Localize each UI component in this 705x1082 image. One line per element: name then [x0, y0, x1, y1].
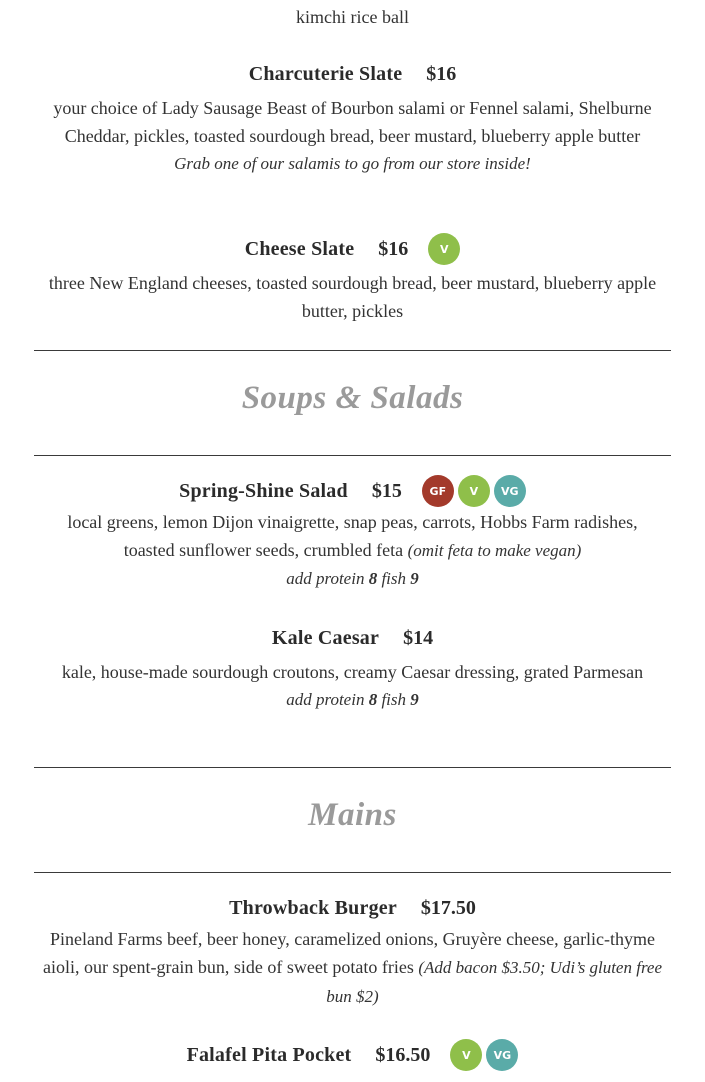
description-text: Pineland Farms beef, beer honey, caramelized onions, Gruyère cheese, garlic-thyme aioli, our spent-grain bun, side of sweet potato fries: [42, 929, 656, 977]
menu-item-header: [40, 621, 665, 655]
vegetarian-badge-icon: V: [428, 233, 460, 265]
protein-price: 8: [368, 569, 378, 588]
menu-item-description: [40, 925, 665, 1011]
add-protein-label: add protein: [286, 690, 365, 709]
diet-badges: [450, 1039, 518, 1071]
gluten-free-badge-icon: GF: [422, 475, 454, 507]
vegan-badge-icon: VG: [486, 1039, 518, 1071]
fish-label: fish: [381, 569, 407, 588]
section-divider: [34, 350, 671, 351]
menu-item-price: $15: [371, 479, 402, 502]
protein-price: 8: [368, 690, 378, 709]
menu-item-description: three New England cheeses, toasted sourdough bread, beer mustard, blueberry apple butter, pickles: [48, 273, 657, 321]
menu-item-price: $14: [403, 626, 434, 649]
menu-item-name: Cheese Slate: [244, 237, 355, 260]
menu-item-spring-shine-salad: [40, 474, 665, 593]
description-note: (Add bacon $3.50; Udi’s gluten free bun $2): [326, 958, 663, 1006]
fish-price: 9: [410, 690, 419, 709]
menu-item-note: Grab one of our salamis to go from our store inside!: [174, 154, 531, 173]
vegetarian-badge-icon: V: [458, 475, 490, 507]
menu-item-price: $16: [426, 62, 457, 85]
vegetarian-badge-icon: V: [450, 1039, 482, 1071]
description-note: (omit feta to make vegan): [407, 541, 582, 560]
menu-item-header: [40, 474, 665, 508]
menu-item-charcuterie-slate: [40, 57, 665, 178]
menu-item-header: [40, 1038, 665, 1072]
description-text: local greens, lemon Dijon vinaigrette, snap peas, carrots, Hobbs Farm radishes, toasted sunflower seeds, crumbled feta: [67, 512, 638, 560]
menu-item-name: Throwback Burger: [229, 896, 397, 919]
add-protein-line: [40, 686, 665, 714]
menu-item-description: [40, 508, 665, 565]
menu-item-throwback-burger: [40, 891, 665, 1011]
section-divider: [34, 455, 671, 456]
add-protein-label: add protein: [286, 569, 365, 588]
menu-item-name: Kale Caesar: [271, 626, 380, 649]
section-title-mains: Mains: [308, 797, 397, 833]
menu-item-price: $16.50: [375, 1043, 431, 1066]
section-divider: [34, 872, 671, 873]
diet-badges: [428, 233, 460, 265]
menu-item-cheese-slate: [40, 232, 665, 325]
menu-item-price: $16: [378, 237, 409, 260]
menu-item-name: Falafel Pita Pocket: [186, 1043, 352, 1066]
menu-item-header: [40, 891, 665, 925]
menu-item-header: [40, 57, 665, 91]
vegan-badge-icon: VG: [494, 475, 526, 507]
section-title-soups-salads: Soups & Salads: [241, 380, 464, 416]
menu-item-price: $17.50: [420, 896, 476, 919]
menu-item-header: [40, 232, 665, 266]
section-divider: [34, 767, 671, 768]
fish-label: fish: [381, 690, 407, 709]
menu-item-falafel-pita-pocket: [40, 1038, 665, 1072]
menu-item-description: kale, house-made sourdough croutons, creamy Caesar dressing, grated Parmesan: [61, 662, 644, 682]
add-protein-line: [40, 565, 665, 593]
menu-item-name: Charcuterie Slate: [248, 62, 403, 85]
menu-item-description: your choice of Lady Sausage Beast of Bourbon salami or Fennel salami, Shelburne Cheddar, pickles, toasted sourdough bread, beer mustard, blueberry apple butter: [53, 98, 652, 146]
menu-item-kale-caesar: [40, 621, 665, 714]
diet-badges: [422, 475, 526, 507]
fish-price: 9: [410, 569, 419, 588]
previous-item-description-fragment: kimchi rice ball: [296, 7, 409, 27]
menu-item-name: Spring-Shine Salad: [179, 479, 348, 502]
